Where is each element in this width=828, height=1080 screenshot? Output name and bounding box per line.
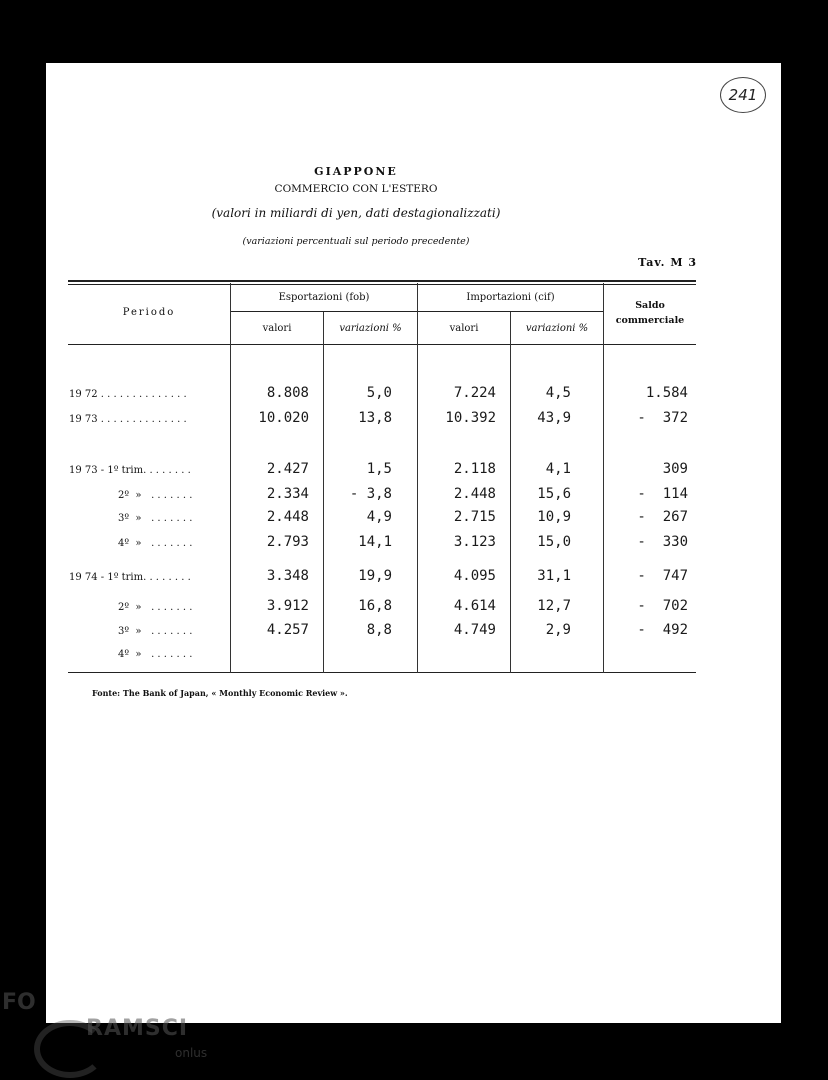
watermark-suffix: onlus	[175, 1046, 208, 1060]
header-imp-variazioni: variazioni %	[525, 323, 589, 334]
cell-exp-variazioni: 16,8	[358, 598, 392, 614]
watermark-g-icon	[34, 1020, 106, 1078]
table-top-rule-2	[68, 284, 696, 285]
document-subtitle: COMMERCIO CON L'ESTERO	[274, 183, 438, 195]
cell-exp-variazioni: 14,1	[358, 534, 392, 550]
header-imp-valori: valori	[449, 323, 479, 334]
header-exp-variazioni: variazioni %	[339, 323, 402, 334]
row-label: 3º » . . . . . . .	[118, 626, 193, 637]
cell-imp-valori: 4.614	[453, 598, 496, 614]
cell-saldo: 1.584	[645, 385, 688, 401]
cell-imp-variazioni: 10,9	[537, 509, 571, 525]
cell-exp-valori: 3.348	[266, 568, 309, 584]
table-bottom-rule	[68, 672, 696, 673]
cell-exp-valori: 10.020	[258, 410, 309, 426]
page-number-stamp: 241	[720, 77, 766, 113]
cell-saldo: - 114	[637, 486, 688, 502]
cell-saldo: 309	[662, 461, 688, 477]
row-label: 3º » . . . . . . .	[118, 513, 193, 524]
header-exp-valori: valori	[262, 323, 292, 334]
cell-exp-variazioni: 5,0	[366, 385, 392, 401]
row-label: 2º » . . . . . . .	[118, 602, 193, 613]
row-label: 19 74 - 1º trim. . . . . . . .	[69, 572, 191, 583]
cell-exp-valori: 2.448	[266, 509, 309, 525]
variation-note: (variazioni percentuali sul periodo precedente)	[242, 236, 470, 247]
col-divider	[603, 283, 604, 673]
row-label: 19 73 - 1º trim. . . . . . . .	[69, 465, 191, 476]
table-top-rule	[68, 280, 696, 282]
header-saldo: Saldo	[635, 300, 665, 311]
cell-imp-variazioni: 12,7	[537, 598, 571, 614]
cell-imp-variazioni: 4,5	[545, 385, 571, 401]
cell-exp-valori: 2.334	[266, 486, 309, 502]
cell-saldo: - 492	[637, 622, 688, 638]
cell-imp-valori: 10.392	[445, 410, 496, 426]
cell-imp-variazioni: 15,0	[537, 534, 571, 550]
cell-exp-variazioni: 13,8	[358, 410, 392, 426]
cell-imp-variazioni: 31,1	[537, 568, 571, 584]
units-subtitle: (valori in miliardi di yen, dati destagionalizzati)	[211, 206, 501, 220]
cell-exp-valori: 2.793	[266, 534, 309, 550]
col-divider	[230, 283, 231, 673]
cell-saldo: - 747	[637, 568, 688, 584]
cell-imp-variazioni: 2,9	[545, 622, 571, 638]
col-divider	[417, 283, 418, 673]
cell-saldo: - 330	[637, 534, 688, 550]
cell-saldo: - 267	[637, 509, 688, 525]
header-saldo-2: commerciale	[615, 315, 685, 326]
cell-exp-variazioni: 8,8	[366, 622, 392, 638]
table-id: Tav. M 3	[638, 256, 697, 269]
cell-imp-variazioni: 15,6	[537, 486, 571, 502]
cell-exp-variazioni: - 3,8	[349, 486, 392, 502]
source-note: Fonte: The Bank of Japan, « Monthly Economic Review ».	[92, 688, 348, 698]
cell-imp-valori: 4.095	[453, 568, 496, 584]
cell-exp-valori: 8.808	[266, 385, 309, 401]
row-label: 4º » . . . . . . .	[118, 538, 193, 549]
header-bottom-rule	[68, 344, 696, 345]
watermark-logo: FO	[2, 990, 36, 1015]
header-importazioni: Importazioni (cif)	[466, 292, 555, 303]
cell-exp-valori: 3.912	[266, 598, 309, 614]
document-page	[46, 63, 781, 1023]
watermark-brand: RAMSCI	[86, 1016, 189, 1041]
cell-imp-valori: 2.448	[453, 486, 496, 502]
cell-imp-variazioni: 43,9	[537, 410, 571, 426]
cell-imp-valori: 4.749	[453, 622, 496, 638]
header-esportazioni: Esportazioni (fob)	[278, 292, 370, 303]
cell-exp-variazioni: 19,9	[358, 568, 392, 584]
row-label: 4º » . . . . . . .	[118, 649, 193, 660]
row-label: 19 73 . . . . . . . . . . . . . .	[69, 414, 187, 425]
row-label: 2º » . . . . . . .	[118, 490, 193, 501]
cell-imp-valori: 7.224	[453, 385, 496, 401]
cell-saldo: - 372	[637, 410, 688, 426]
cell-exp-variazioni: 4,9	[366, 509, 392, 525]
cell-imp-valori: 2.715	[453, 509, 496, 525]
header-periodo: Periodo	[122, 307, 176, 318]
cell-imp-variazioni: 4,1	[545, 461, 571, 477]
cell-saldo: - 702	[637, 598, 688, 614]
cell-exp-valori: 4.257	[266, 622, 309, 638]
row-label: 19 72 . . . . . . . . . . . . . .	[69, 389, 187, 400]
cell-imp-valori: 3.123	[453, 534, 496, 550]
cell-imp-valori: 2.118	[453, 461, 496, 477]
document-title: GIAPPONE	[314, 165, 398, 178]
cell-exp-valori: 2.427	[266, 461, 309, 477]
cell-exp-variazioni: 1,5	[366, 461, 392, 477]
